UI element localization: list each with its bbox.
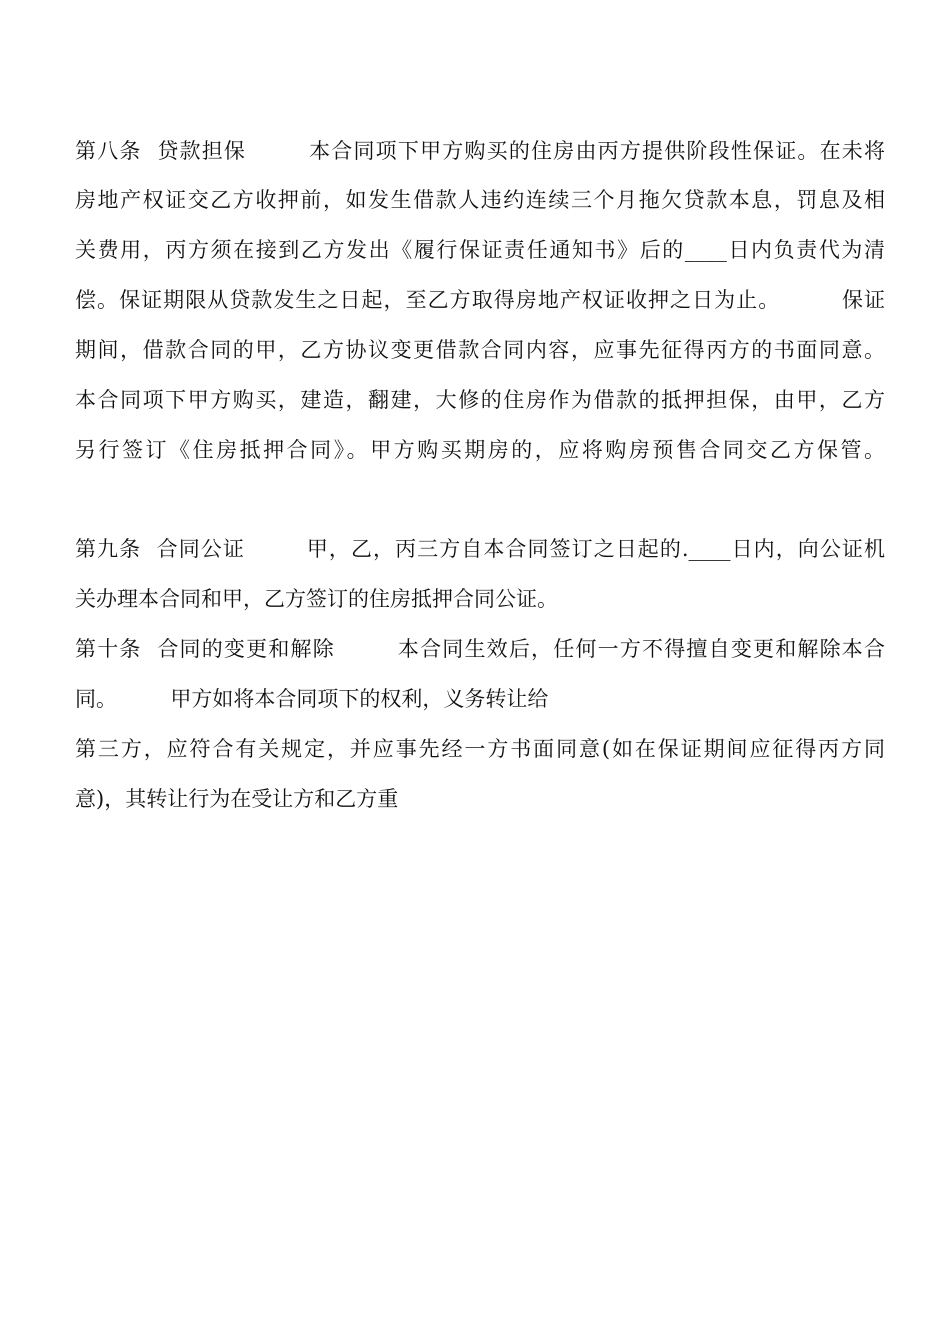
- article-9-line-2: 关办理本合同和甲，乙方签订的住房抵押合同公证。: [75, 587, 558, 611]
- article-10-line-4: 意)，其转让行为在受让方和乙方重: [75, 787, 399, 811]
- article-8-line-2: 房地产权证交乙方收押前，如发生借款人违约连续三个月拖欠贷款本息，罚息及相: [75, 188, 885, 212]
- article-8-line-1: 第八条 贷款担保 本合同项下甲方购买的住房由丙方提供阶段性保证。在未将: [75, 139, 885, 163]
- article-10-line-1: 第十条 合同的变更和解除 本合同生效后，任何一方不得擅自变更和解除本合: [75, 637, 885, 661]
- article-10-line-3: 第三方，应符合有关规定，并应事先经一方书面同意(如在保证期间应征得丙方同: [75, 737, 885, 761]
- article-10-line-2: 同。 甲方如将本合同项下的权利，义务转让给: [75, 687, 549, 711]
- article-8-line-6: 本合同项下甲方购买，建造，翻建，大修的住房作为借款的抵押担保，由甲，乙方: [75, 388, 885, 412]
- article-8-line-7: 另行签订《住房抵押合同》。甲方购买期房的，应将购房预售合同交乙方保管。: [75, 438, 885, 462]
- article-8-line-4: 偿。保证期限从贷款发生之日起，至乙方取得房地产权证收押之日为止。 保证: [75, 288, 885, 312]
- article-8-line-5: 期间，借款合同的甲，乙方协议变更借款合同内容，应事先征得丙方的书面同意。: [75, 338, 885, 362]
- article-8-line-3: 关费用，丙方须在接到乙方发出《履行保证责任通知书》后的____日内负责代为清: [75, 238, 885, 262]
- article-9-line-1: 第九条 合同公证 甲，乙，丙三方自本合同签订之日起的.____日内，向公证机: [75, 537, 885, 561]
